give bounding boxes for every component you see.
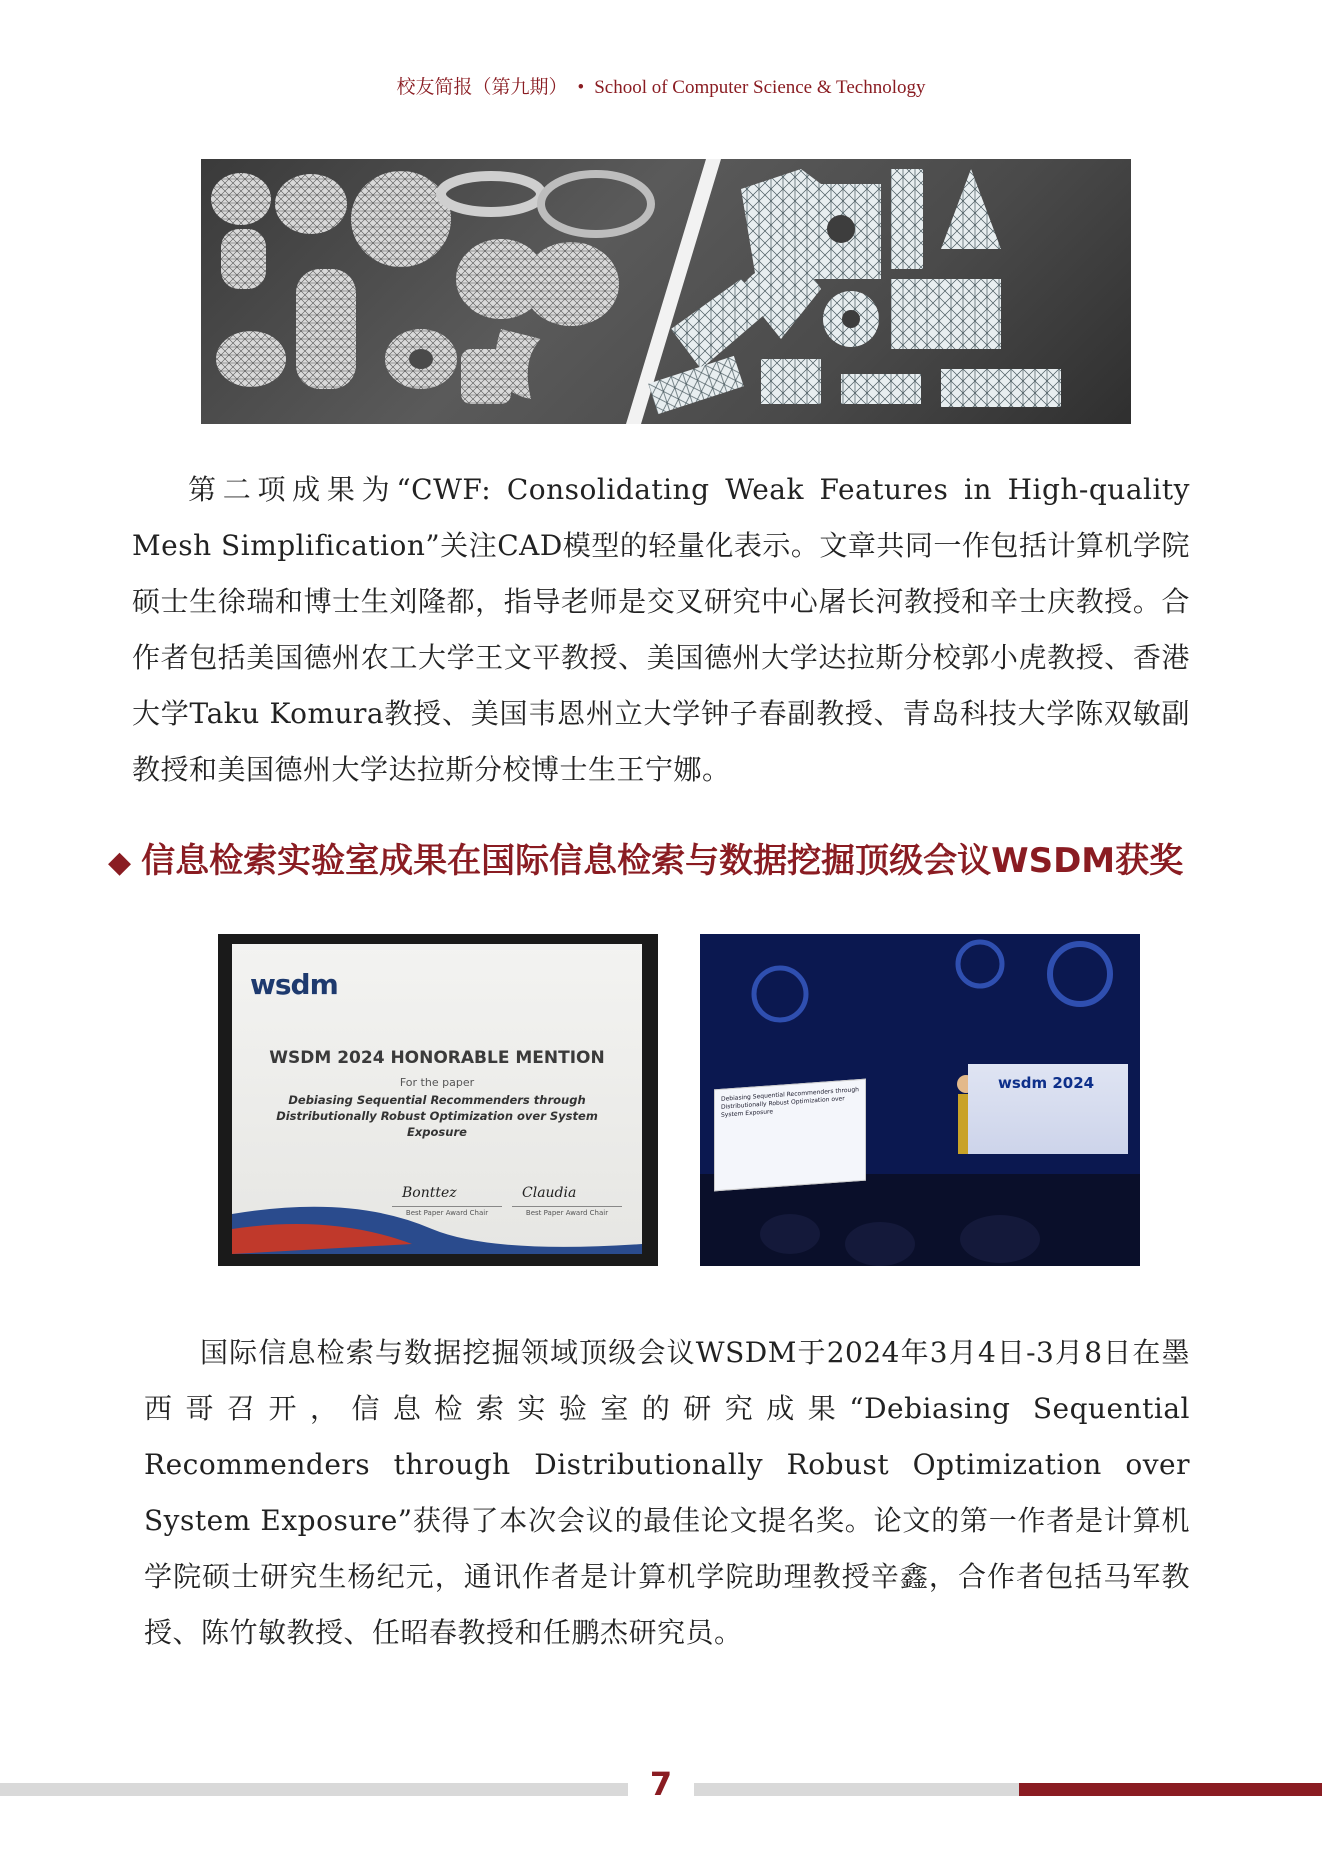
slide-title: Debiasing Sequential Recommenders through Distributionally Robust Optimization over System Exposure xyxy=(721,1086,859,1119)
footer-bar-left xyxy=(0,1783,628,1796)
wsdm-logo: wsdm xyxy=(250,968,338,1001)
certificate xyxy=(232,944,642,1254)
section1-paragraph xyxy=(132,462,1190,798)
diamond-bullet-icon: ◆ xyxy=(108,845,132,880)
certificate-photo xyxy=(218,934,658,1266)
header-en-title: School of Computer Science & Technology xyxy=(594,77,926,98)
signature-2-role: Best Paper Award Chair xyxy=(525,1209,609,1217)
signature-1-role: Best Paper Award Chair xyxy=(405,1209,489,1217)
header-separator: • xyxy=(577,77,585,98)
wsdm-banner xyxy=(968,1064,1128,1154)
section-heading-text: 信息检索实验室成果在国际信息检索与数据挖掘顶级会议WSDM获奖 xyxy=(141,841,1184,881)
banner-text: wsdm 2024 xyxy=(998,1074,1095,1092)
wsdm-award-text: 国际信息检索与数据挖掘领域顶级会议WSDM于2024年3月4日-3月8日在墨西哥召开，信息检索实验室的研究成果“Debiasing Sequential Recommenders through Distributionally Robust Optimization over System Exposure”获得了本次会议的最佳论文提名奖。论文的第一作者是计算机学院硕士研究生杨纪元，通讯作者是计算机学院助理教授辛鑫，合作者包括马军教授、陈竹敏教授、任昭春教授和任鹏杰研究员。 xyxy=(144,1336,1190,1649)
section-heading xyxy=(108,836,1238,888)
section2-paragraph xyxy=(144,1325,1190,1661)
footer-bar-accent xyxy=(1019,1783,1322,1796)
mesh-models-image xyxy=(201,159,1131,424)
cwf-paper-text: 第二项成果为“CWF: Consolidating Weak Features in High-quality Mesh Simplification”关注CAD模型的轻量化表示。文章共同一作包括计算机学院硕士生徐瑞和博士生刘隆都，指导老师是交叉研究中心屠长河教授和辛士庆教授。合作者包括美国德州农工大学王文平教授、美国德州大学达拉斯分校郭小虎教授、香港大学Taku Komura教授、美国韦恩州立大学钟子春副教授、青岛科技大学陈双敏副教授和美国德州大学达拉斯分校博士生王宁娜。 xyxy=(132,473,1190,786)
header-cn-title: 校友简报（第九期） xyxy=(396,77,568,98)
mesh-models-illustration xyxy=(201,159,1131,424)
conference-talk-photo xyxy=(700,934,1140,1266)
page-number: 7 xyxy=(649,1765,673,1803)
signature-2-icon: Claudia xyxy=(522,1185,577,1201)
presentation-screen xyxy=(714,1079,866,1192)
signature-1-icon: Bonttez xyxy=(402,1185,457,1201)
footer-bar-middle xyxy=(694,1783,1019,1796)
certificate-paper-title: Debiasing Sequential Recommenders through Distributionally Robust Optimization over System Exposure xyxy=(276,1093,598,1139)
running-header xyxy=(0,72,1322,99)
certificate-wave-decoration xyxy=(232,1184,642,1254)
certificate-for-label: For the paper xyxy=(399,1076,475,1089)
certificate-title: WSDM 2024 HONORABLE MENTION xyxy=(269,1048,605,1068)
